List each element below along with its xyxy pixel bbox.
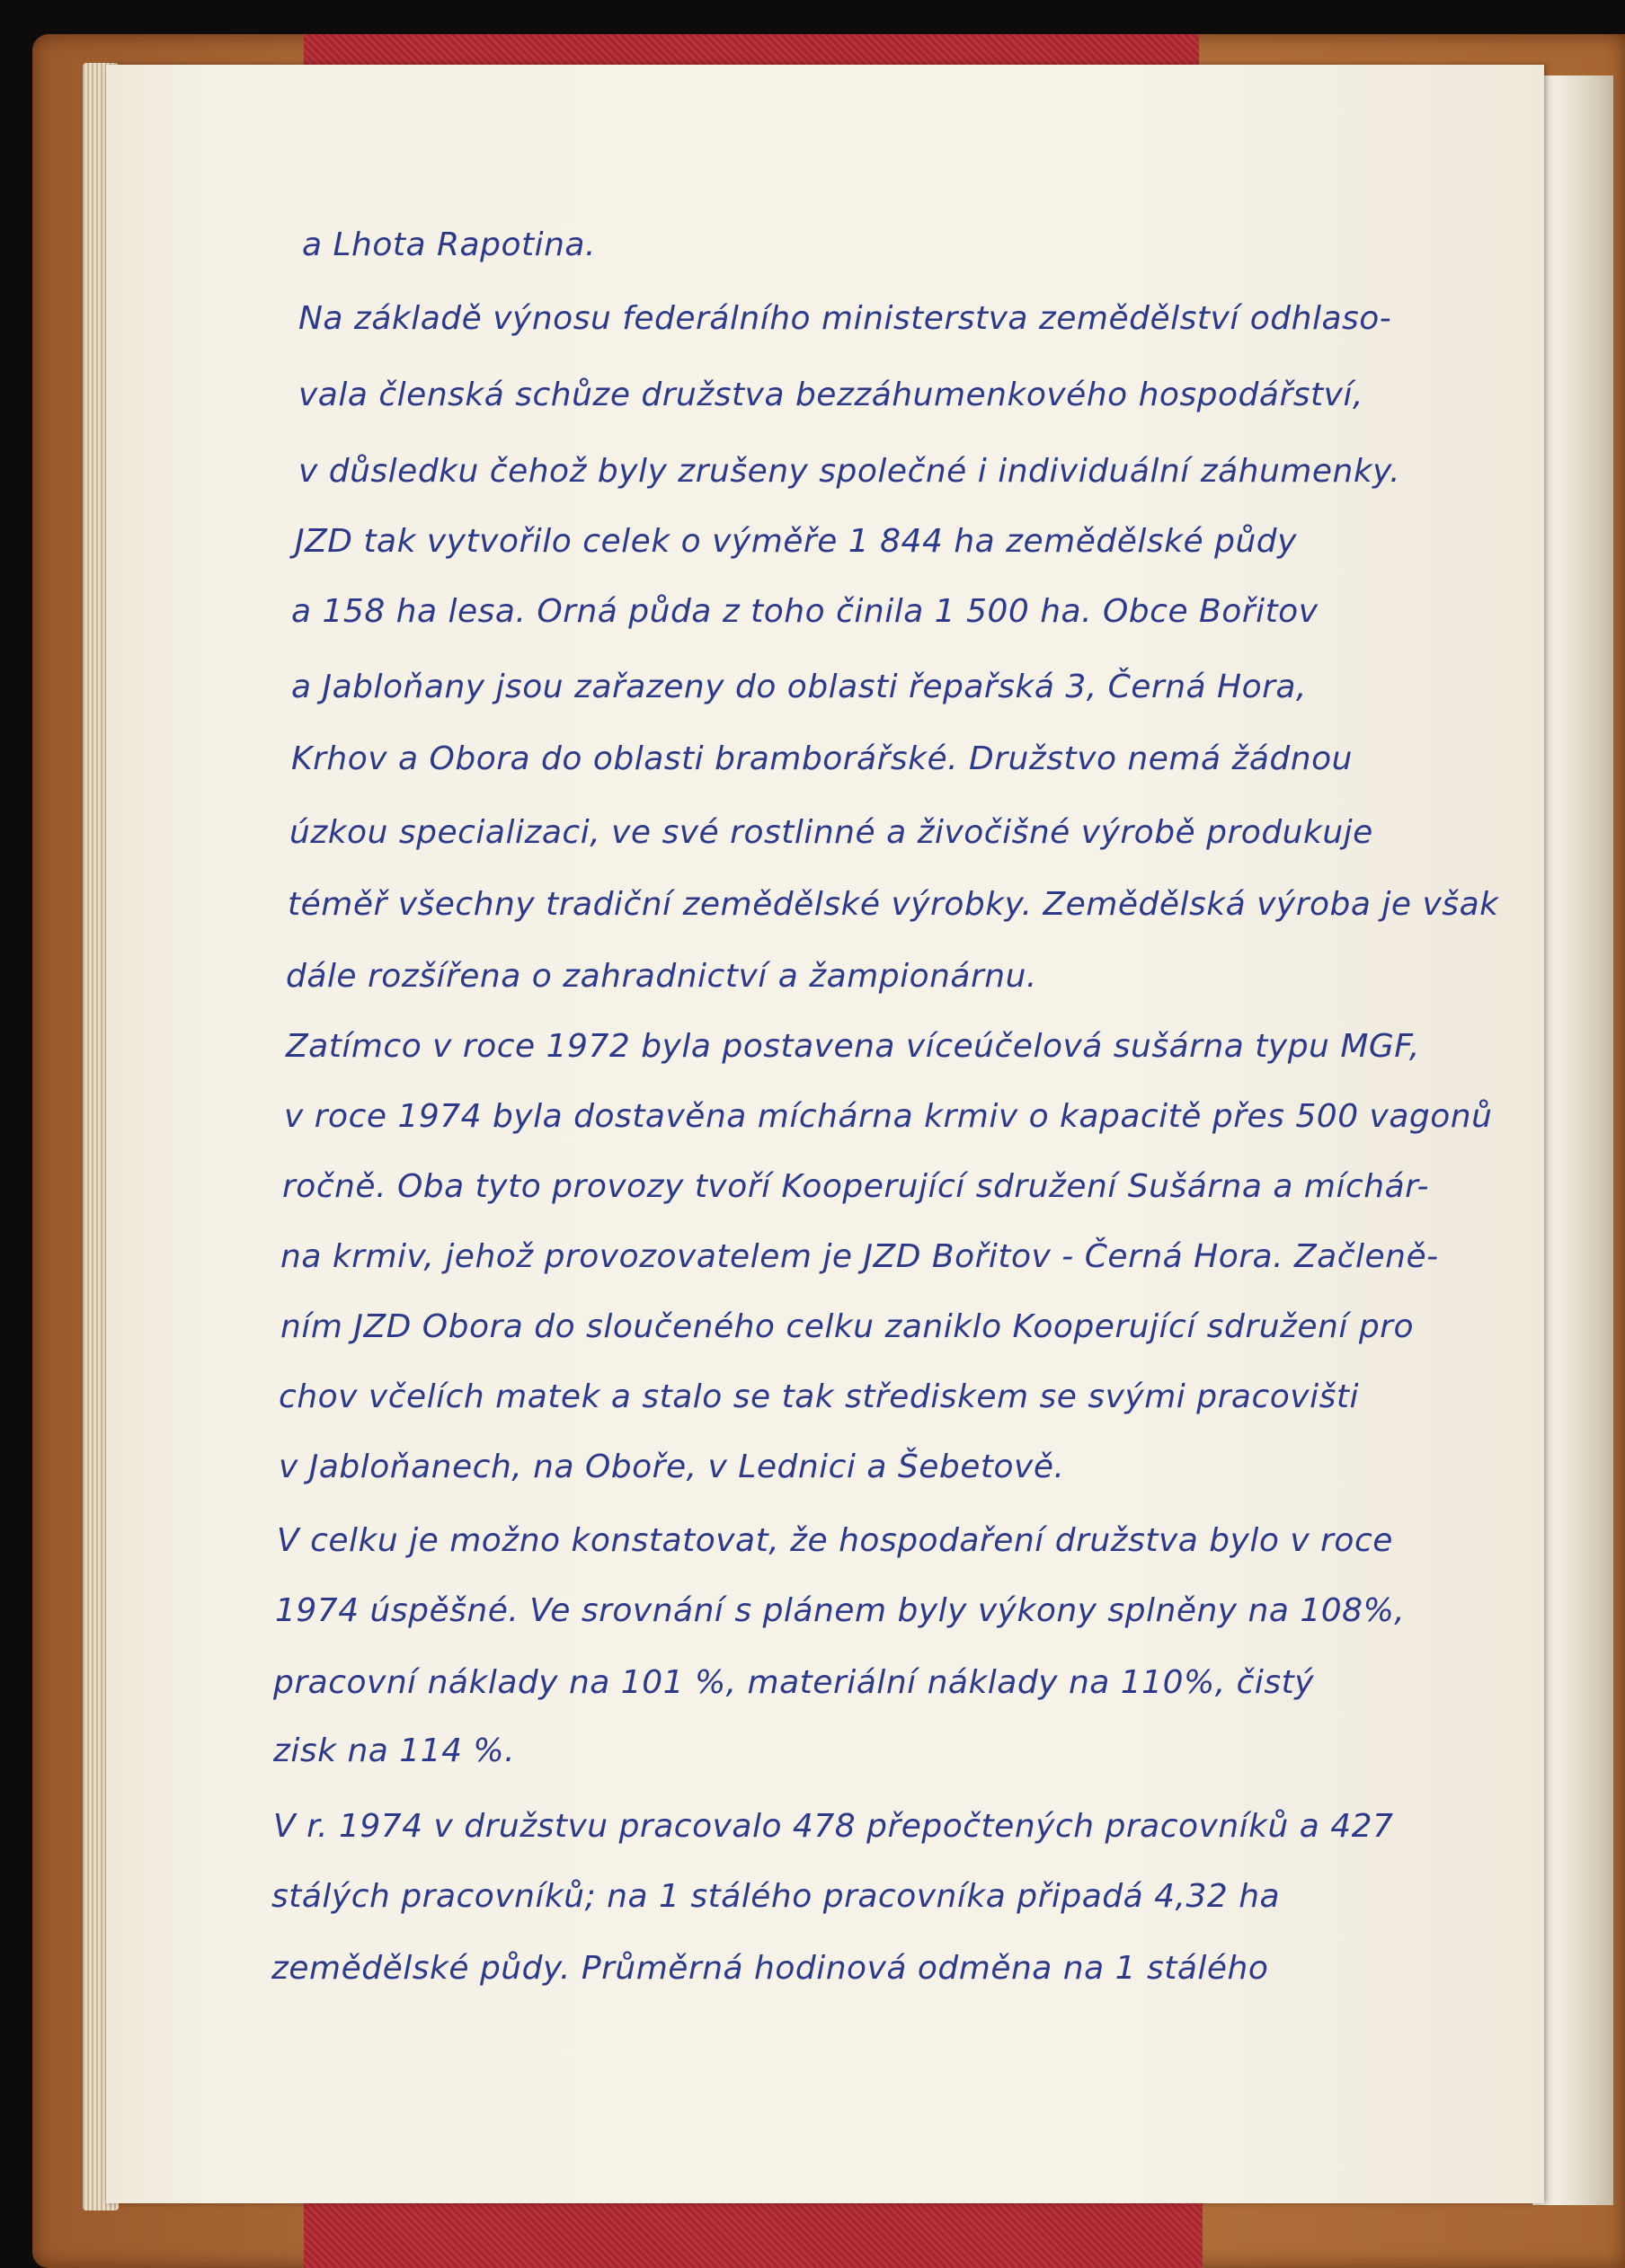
text-line: Krhov a Obora do oblasti bramborářské. Družstvo nemá žádnou (291, 740, 1353, 777)
text-line: v důsledku čehož byly zrušeny společné i individuální záhumenky. (298, 453, 1401, 490)
text-line: Na základě výnosu federálního ministerstva zemědělství odhlaso- (298, 300, 1392, 337)
text-line: dále rozšířena o zahradnictví a žampionárnu. (286, 958, 1037, 995)
facing-page-edge (1532, 75, 1613, 2205)
text-line: téměř všechny tradiční zemědělské výrobky. Zemědělská výroba je však (288, 886, 1499, 923)
text-line: 1974 úspěšné. Ve srovnání s plánem byly výkony splněny na 108%, (275, 1592, 1406, 1629)
text-line: zisk na 114 %. (273, 1732, 516, 1769)
text-line: V celku je možno konstatovat, že hospodaření družstva bylo v roce (277, 1522, 1393, 1559)
text-line: V r. 1974 v družstvu pracovalo 478 přepočtených pracovníků a 427 (273, 1808, 1394, 1845)
text-line: a 158 ha lesa. Orná půda z toho činila 1 500 ha. Obce Bořitov (291, 593, 1319, 630)
text-line: chov včelích matek a stalo se tak střediskem se svými pracovišti (279, 1378, 1359, 1415)
text-line: a Lhota Rapotina. (302, 226, 596, 263)
text-line: a Jabloňany jsou zařazeny do oblasti řepařská 3, Černá Hora, (291, 669, 1307, 705)
text-line: v roce 1974 byla dostavěna míchárna krmiv o kapacitě přes 500 vagonů (284, 1098, 1493, 1135)
text-line: úzkou specializaci, ve své rostlinné a živočišné výrobě produkuje (289, 814, 1373, 851)
book-cloth-bottom (304, 2197, 1203, 2268)
text-line: JZD tak vytvořilo celek o výměře 1 844 ha zemědělské půdy (295, 523, 1297, 560)
manuscript-page (106, 65, 1544, 2203)
text-line: ním JZD Obora do sloučeného celku zaniklo Kooperující sdružení pro (280, 1308, 1414, 1345)
text-line: v Jabloňanech, na Oboře, v Lednici a Šebetově. (279, 1449, 1065, 1485)
text-line: stálých pracovníků; na 1 stálého pracovníka připadá 4,32 ha (271, 1878, 1281, 1915)
text-line: ročně. Oba tyto provozy tvoří Kooperující sdružení Sušárna a míchár- (282, 1168, 1429, 1205)
text-line: vala členská schůze družstva bezzáhumenkového hospodářství, (298, 377, 1363, 413)
text-line: zemědělské půdy. Průměrná hodinová odměna na 1 stálého (271, 1950, 1269, 1987)
text-line: Zatímco v roce 1972 byla postavena víceúčelová sušárna typu MGF, (286, 1028, 1420, 1065)
text-line: pracovní náklady na 101 %, materiální náklady na 110%, čistý (273, 1664, 1315, 1701)
text-line: na krmiv, jehož provozovatelem je JZD Bořitov - Černá Hora. Začleně- (280, 1238, 1439, 1275)
